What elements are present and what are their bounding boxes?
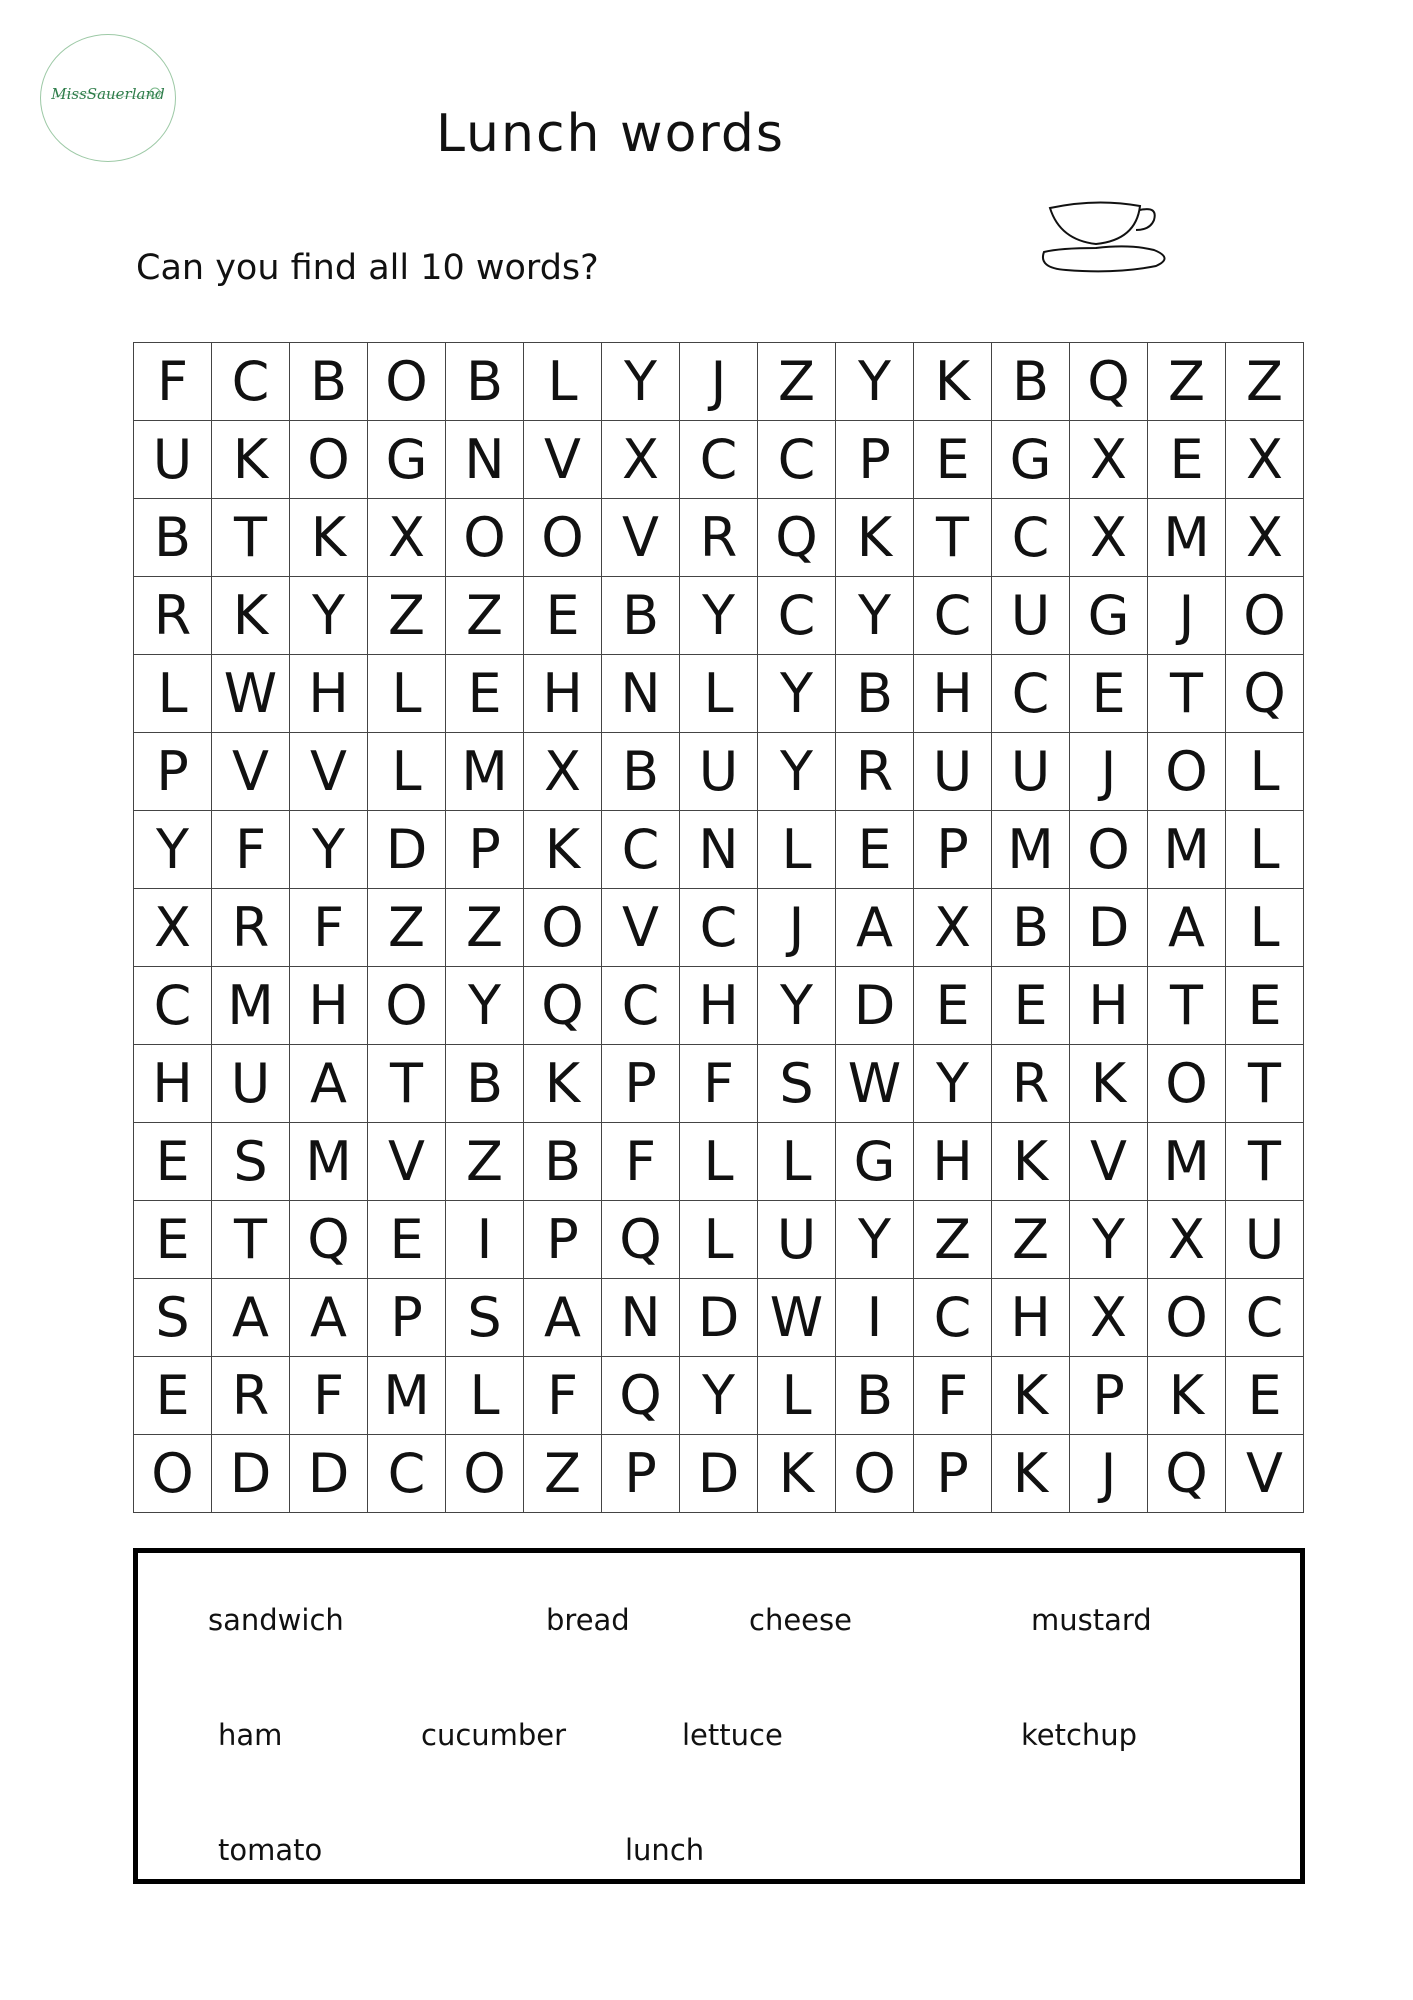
grid-cell: U — [212, 1045, 290, 1123]
grid-row — [134, 967, 1304, 1045]
grid-cell: X — [1226, 421, 1304, 499]
grid-row — [134, 1357, 1304, 1435]
grid-cell: L — [680, 1123, 758, 1201]
grid-cell: M — [446, 733, 524, 811]
grid-cell: F — [914, 1357, 992, 1435]
grid-cell: K — [524, 1045, 602, 1123]
grid-cell: J — [680, 343, 758, 421]
grid-cell: O — [1148, 1279, 1226, 1357]
grid-cell: N — [446, 421, 524, 499]
grid-cell: O — [1070, 811, 1148, 889]
grid-cell: U — [758, 1201, 836, 1279]
grid-cell: O — [368, 967, 446, 1045]
grid-cell: S — [134, 1279, 212, 1357]
grid-cell: H — [524, 655, 602, 733]
grid-cell: C — [212, 343, 290, 421]
grid-cell: F — [680, 1045, 758, 1123]
grid-cell: L — [134, 655, 212, 733]
grid-cell: K — [758, 1435, 836, 1513]
grid-cell: C — [992, 499, 1070, 577]
grid-cell: B — [836, 1357, 914, 1435]
grid-cell: H — [290, 967, 368, 1045]
grid-cell: V — [1226, 1435, 1304, 1513]
word-item: ketchup — [1021, 1718, 1138, 1752]
grid-cell: X — [368, 499, 446, 577]
grid-cell: T — [1226, 1045, 1304, 1123]
grid-cell: R — [134, 577, 212, 655]
grid-cell: Z — [368, 889, 446, 967]
grid-cell: B — [992, 889, 1070, 967]
grid-cell: Y — [134, 811, 212, 889]
grid-cell: K — [212, 577, 290, 655]
grid-cell: Z — [914, 1201, 992, 1279]
word-item: tomato — [218, 1833, 323, 1867]
grid-cell: U — [680, 733, 758, 811]
grid-cell: X — [1226, 499, 1304, 577]
grid-cell: L — [680, 655, 758, 733]
word-item: lunch — [625, 1833, 705, 1867]
grid-cell: O — [1148, 1045, 1226, 1123]
grid-cell: X — [1070, 421, 1148, 499]
grid-cell: G — [368, 421, 446, 499]
grid-cell: K — [914, 343, 992, 421]
word-list-box — [133, 1548, 1305, 1884]
grid-cell: X — [602, 421, 680, 499]
grid-cell: C — [992, 655, 1070, 733]
grid-cell: K — [992, 1123, 1070, 1201]
grid-cell: K — [290, 499, 368, 577]
word-item: cheese — [749, 1603, 852, 1637]
grid-cell: M — [1148, 1123, 1226, 1201]
grid-row — [134, 499, 1304, 577]
grid-cell: X — [524, 733, 602, 811]
grid-cell: T — [1226, 1123, 1304, 1201]
grid-cell: Q — [602, 1357, 680, 1435]
grid-cell: C — [914, 577, 992, 655]
grid-row — [134, 811, 1304, 889]
grid-cell: E — [134, 1357, 212, 1435]
grid-cell: P — [524, 1201, 602, 1279]
grid-cell: W — [836, 1045, 914, 1123]
grid-cell: P — [1070, 1357, 1148, 1435]
grid-cell: E — [836, 811, 914, 889]
grid-row — [134, 1045, 1304, 1123]
grid-cell: Z — [368, 577, 446, 655]
grid-cell: L — [1226, 811, 1304, 889]
grid-cell: O — [836, 1435, 914, 1513]
grid-cell: F — [212, 811, 290, 889]
grid-cell: Y — [1070, 1201, 1148, 1279]
grid-cell: E — [134, 1123, 212, 1201]
grid-cell: A — [290, 1045, 368, 1123]
grid-cell: P — [602, 1435, 680, 1513]
grid-cell: H — [1070, 967, 1148, 1045]
grid-cell: M — [1148, 811, 1226, 889]
word-search-grid — [133, 342, 1304, 1513]
grid-cell: Q — [758, 499, 836, 577]
grid-cell: D — [836, 967, 914, 1045]
grid-cell: A — [212, 1279, 290, 1357]
grid-cell: E — [914, 967, 992, 1045]
grid-cell: Y — [836, 1201, 914, 1279]
grid-cell: Q — [602, 1201, 680, 1279]
grid-cell: S — [446, 1279, 524, 1357]
word-item: sandwich — [208, 1603, 344, 1637]
grid-cell: J — [1070, 1435, 1148, 1513]
grid-cell: A — [836, 889, 914, 967]
grid-cell: Y — [290, 811, 368, 889]
grid-cell: Z — [446, 577, 524, 655]
grid-cell: Q — [290, 1201, 368, 1279]
logo — [40, 34, 176, 162]
grid-cell: Y — [758, 733, 836, 811]
grid-cell: E — [524, 577, 602, 655]
grid-cell: L — [524, 343, 602, 421]
grid-cell: M — [368, 1357, 446, 1435]
grid-cell: B — [290, 343, 368, 421]
grid-cell: S — [212, 1123, 290, 1201]
word-item: ham — [218, 1718, 283, 1752]
page-title: Lunch words — [436, 104, 785, 164]
grid-cell: P — [836, 421, 914, 499]
grid-cell: Q — [1148, 1435, 1226, 1513]
grid-cell: K — [1070, 1045, 1148, 1123]
grid-cell: G — [1070, 577, 1148, 655]
grid-cell: Z — [446, 1123, 524, 1201]
grid-cell: F — [290, 1357, 368, 1435]
grid-cell: D — [290, 1435, 368, 1513]
grid-cell: K — [992, 1435, 1070, 1513]
grid-cell: O — [290, 421, 368, 499]
grid-cell: L — [368, 655, 446, 733]
grid-cell: V — [602, 499, 680, 577]
grid-cell: Y — [602, 343, 680, 421]
grid-cell: U — [914, 733, 992, 811]
grid-row — [134, 655, 1304, 733]
grid-cell: E — [446, 655, 524, 733]
grid-cell: V — [1070, 1123, 1148, 1201]
word-item: mustard — [1031, 1603, 1152, 1637]
grid-cell: L — [368, 733, 446, 811]
grid-cell: C — [134, 967, 212, 1045]
grid-cell: A — [524, 1279, 602, 1357]
grid-cell: E — [1226, 967, 1304, 1045]
grid-cell: M — [212, 967, 290, 1045]
grid-cell: W — [758, 1279, 836, 1357]
grid-cell: U — [134, 421, 212, 499]
grid-cell: Y — [836, 577, 914, 655]
grid-cell: E — [992, 967, 1070, 1045]
grid-cell: Y — [758, 967, 836, 1045]
word-item: lettuce — [682, 1718, 783, 1752]
grid-cell: C — [602, 811, 680, 889]
grid-cell: P — [602, 1045, 680, 1123]
grid-cell: O — [524, 499, 602, 577]
grid-cell: I — [836, 1279, 914, 1357]
grid-cell: E — [1148, 421, 1226, 499]
grid-cell: T — [914, 499, 992, 577]
grid-cell: E — [1226, 1357, 1304, 1435]
grid-cell: L — [680, 1201, 758, 1279]
grid-row — [134, 1435, 1304, 1513]
grid-cell: R — [212, 1357, 290, 1435]
grid-cell: F — [290, 889, 368, 967]
grid-cell: R — [992, 1045, 1070, 1123]
grid-cell: O — [134, 1435, 212, 1513]
grid-cell: L — [446, 1357, 524, 1435]
grid-cell: C — [914, 1279, 992, 1357]
grid-row — [134, 1201, 1304, 1279]
grid-cell: V — [602, 889, 680, 967]
grid-cell: D — [1070, 889, 1148, 967]
grid-cell: O — [1148, 733, 1226, 811]
grid-cell: L — [758, 1357, 836, 1435]
grid-cell: L — [758, 811, 836, 889]
grid-cell: K — [1148, 1357, 1226, 1435]
grid-cell: O — [368, 343, 446, 421]
grid-cell: B — [992, 343, 1070, 421]
grid-cell: Y — [290, 577, 368, 655]
grid-row — [134, 733, 1304, 811]
grid-row — [134, 1123, 1304, 1201]
grid-cell: O — [446, 499, 524, 577]
grid-cell: D — [680, 1435, 758, 1513]
grid-cell: Q — [524, 967, 602, 1045]
grid-cell: M — [1148, 499, 1226, 577]
grid-cell: B — [602, 733, 680, 811]
grid-cell: N — [680, 811, 758, 889]
grid-cell: D — [368, 811, 446, 889]
grid-cell: H — [914, 1123, 992, 1201]
grid-cell: W — [212, 655, 290, 733]
grid-cell: Y — [914, 1045, 992, 1123]
grid-cell: V — [524, 421, 602, 499]
grid-row — [134, 577, 1304, 655]
grid-cell: C — [758, 577, 836, 655]
grid-cell: K — [212, 421, 290, 499]
word-item: bread — [546, 1603, 630, 1637]
grid-cell: X — [914, 889, 992, 967]
grid-cell: G — [992, 421, 1070, 499]
grid-cell: X — [1070, 1279, 1148, 1357]
grid-cell: T — [1148, 655, 1226, 733]
grid-cell: T — [212, 1201, 290, 1279]
grid-row — [134, 889, 1304, 967]
grid-cell: U — [1226, 1201, 1304, 1279]
grid-cell: Y — [836, 343, 914, 421]
grid-cell: Z — [446, 889, 524, 967]
grid-cell: Z — [1226, 343, 1304, 421]
grid-cell: Y — [446, 967, 524, 1045]
grid-cell: P — [368, 1279, 446, 1357]
teacup-icon — [1036, 192, 1172, 274]
grid-cell: J — [758, 889, 836, 967]
grid-cell: Z — [524, 1435, 602, 1513]
grid-cell: V — [368, 1123, 446, 1201]
grid-cell: D — [212, 1435, 290, 1513]
grid-cell: R — [836, 733, 914, 811]
grid-cell: V — [290, 733, 368, 811]
grid-cell: B — [446, 1045, 524, 1123]
grid-row — [134, 1279, 1304, 1357]
grid-cell: Y — [680, 577, 758, 655]
grid-cell: A — [290, 1279, 368, 1357]
grid-cell: X — [1070, 499, 1148, 577]
grid-cell: C — [368, 1435, 446, 1513]
grid-cell: C — [602, 967, 680, 1045]
grid-cell: D — [680, 1279, 758, 1357]
grid-cell: C — [680, 889, 758, 967]
grid-cell: E — [914, 421, 992, 499]
grid-cell: L — [1226, 889, 1304, 967]
grid-cell: E — [1070, 655, 1148, 733]
grid-cell: I — [446, 1201, 524, 1279]
grid-cell: N — [602, 655, 680, 733]
word-item: cucumber — [421, 1718, 567, 1752]
grid-cell: K — [524, 811, 602, 889]
instructions: Can you find all 10 words? — [136, 248, 599, 288]
grid-cell: U — [992, 733, 1070, 811]
grid-cell: P — [914, 1435, 992, 1513]
grid-cell: B — [446, 343, 524, 421]
grid-cell: T — [1148, 967, 1226, 1045]
grid-cell: S — [758, 1045, 836, 1123]
grid-cell: H — [134, 1045, 212, 1123]
grid-cell: N — [602, 1279, 680, 1357]
logo-text: MissSauerland — [51, 85, 165, 103]
grid-cell: L — [758, 1123, 836, 1201]
grid-cell: P — [134, 733, 212, 811]
grid-cell: H — [290, 655, 368, 733]
grid-row — [134, 421, 1304, 499]
grid-cell: P — [446, 811, 524, 889]
grid-cell: Z — [758, 343, 836, 421]
grid-cell: J — [1070, 733, 1148, 811]
grid-cell: Y — [758, 655, 836, 733]
grid-cell: P — [914, 811, 992, 889]
grid-cell: V — [212, 733, 290, 811]
grid-cell: R — [212, 889, 290, 967]
grid-cell: F — [524, 1357, 602, 1435]
grid-cell: K — [836, 499, 914, 577]
grid-cell: C — [680, 421, 758, 499]
grid-cell: B — [134, 499, 212, 577]
grid-cell: G — [836, 1123, 914, 1201]
grid-cell: E — [368, 1201, 446, 1279]
grid-cell: M — [290, 1123, 368, 1201]
grid-cell: U — [992, 577, 1070, 655]
grid-cell: O — [446, 1435, 524, 1513]
grid-cell: B — [602, 577, 680, 655]
grid-cell: A — [1148, 889, 1226, 967]
grid-cell: X — [1148, 1201, 1226, 1279]
grid-cell: T — [368, 1045, 446, 1123]
grid-row — [134, 343, 1304, 421]
grid-cell: O — [524, 889, 602, 967]
grid-cell: F — [602, 1123, 680, 1201]
grid-cell: Z — [1148, 343, 1226, 421]
grid-cell: K — [992, 1357, 1070, 1435]
grid-cell: B — [524, 1123, 602, 1201]
grid-cell: T — [212, 499, 290, 577]
grid-cell: M — [992, 811, 1070, 889]
grid-cell: E — [134, 1201, 212, 1279]
grid-cell: Q — [1226, 655, 1304, 733]
grid-cell: H — [680, 967, 758, 1045]
grid-cell: Y — [680, 1357, 758, 1435]
grid-cell: C — [758, 421, 836, 499]
grid-cell: R — [680, 499, 758, 577]
grid-cell: B — [836, 655, 914, 733]
grid-cell: J — [1148, 577, 1226, 655]
grid-cell: Z — [992, 1201, 1070, 1279]
grid-cell: O — [1226, 577, 1304, 655]
grid-cell: H — [992, 1279, 1070, 1357]
grid-cell: X — [134, 889, 212, 967]
grid-cell: C — [1226, 1279, 1304, 1357]
grid-cell: H — [914, 655, 992, 733]
grid-cell: Q — [1070, 343, 1148, 421]
grid-cell: F — [134, 343, 212, 421]
grid-cell: L — [1226, 733, 1304, 811]
